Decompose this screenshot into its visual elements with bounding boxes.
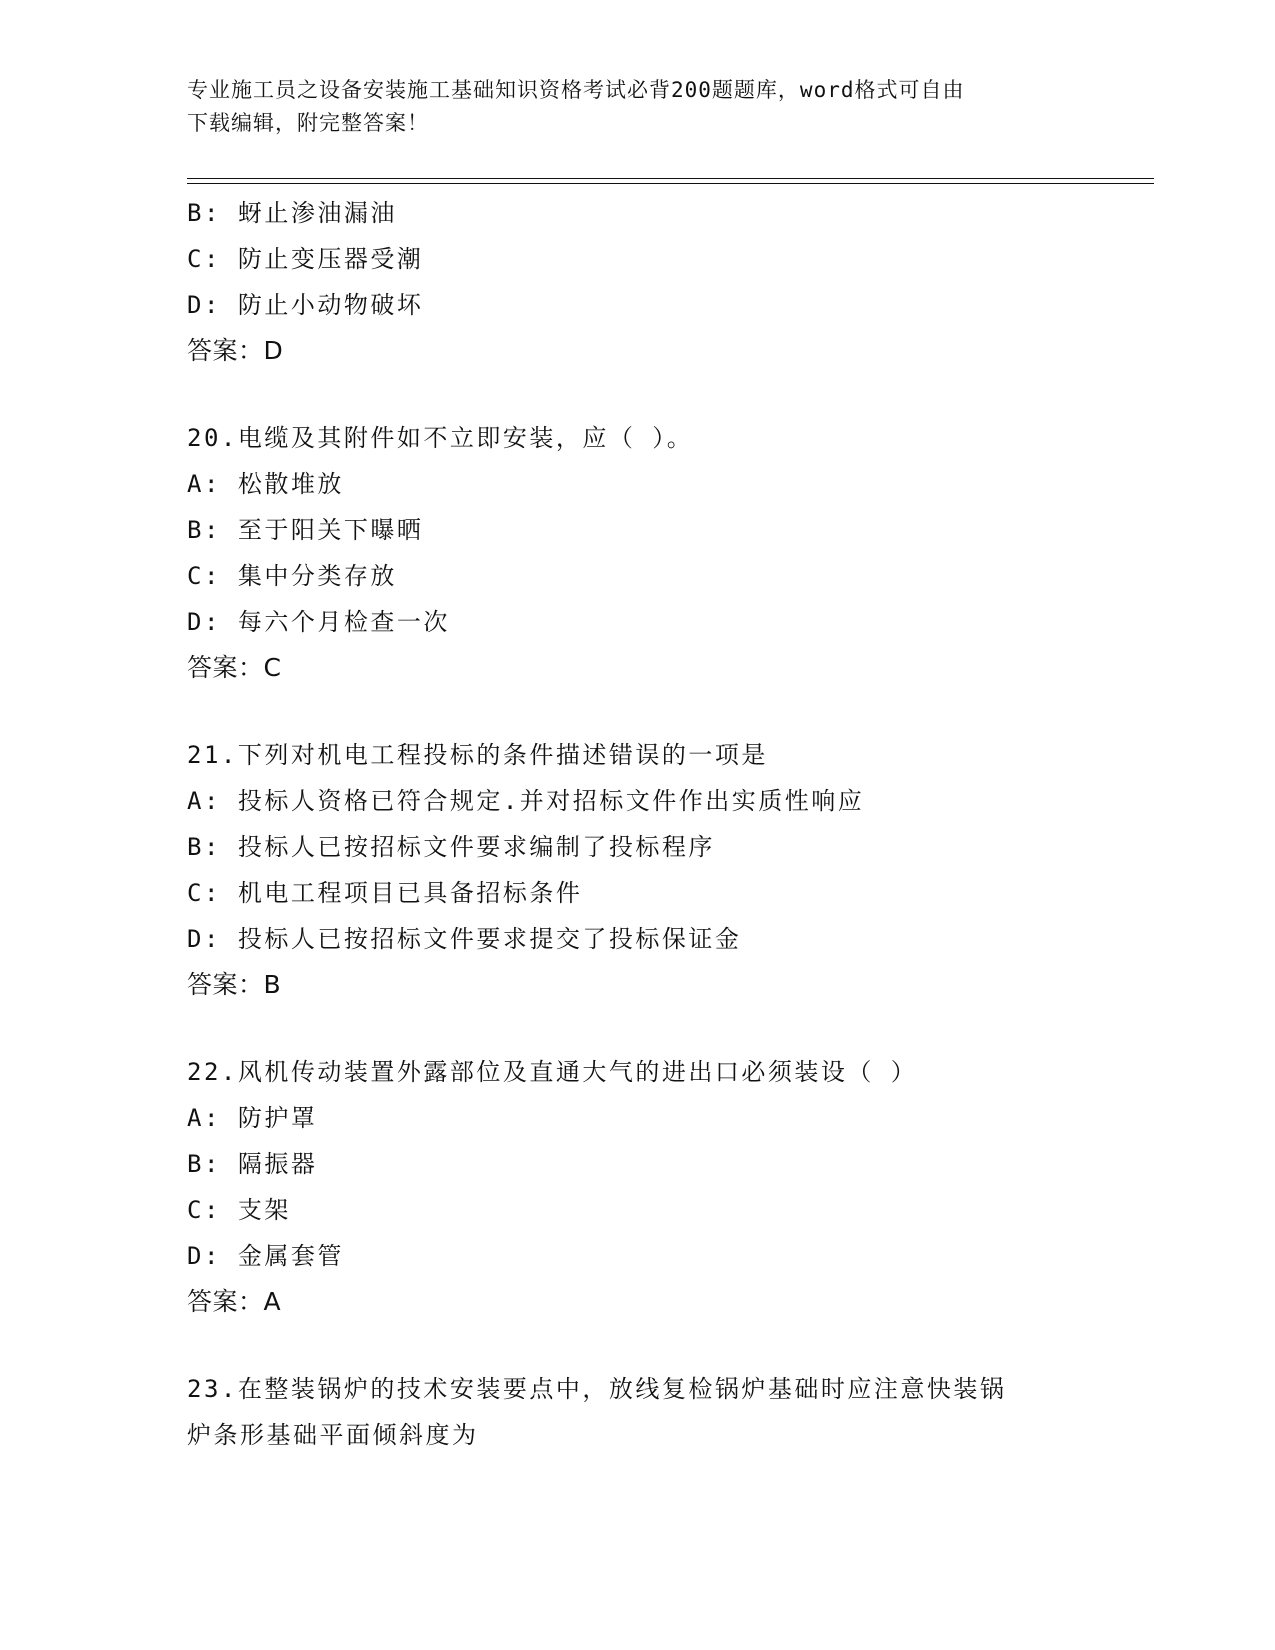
header-line-2: 下载编辑，附完整答案！	[187, 111, 429, 135]
option-c: C: 集中分类存放	[187, 562, 397, 590]
question-text-line-1: 23.在整装锅炉的技术安装要点中，放线复检锅炉基础时应注意快装锅	[187, 1375, 1007, 1403]
question-block-21	[187, 732, 1087, 1008]
question-text: 20.电缆及其附件如不立即安装，应（ ）。	[187, 424, 694, 452]
answer-label: 答案：A	[187, 1287, 282, 1316]
option-d: D: 金属套管	[187, 1242, 344, 1270]
answer-label: 答案：B	[187, 970, 282, 999]
option-d: D: 防止小动物破坏	[187, 291, 424, 319]
option-d: D: 每六个月检查一次	[187, 608, 450, 636]
option-b: B: 隔振器	[187, 1150, 318, 1178]
answer-label: 答案：D	[187, 336, 284, 365]
question-block-23	[187, 1366, 1087, 1458]
option-c: C: 支架	[187, 1196, 291, 1224]
option-a: A: 防护罩	[187, 1104, 318, 1132]
question-text: 22.风机传动装置外露部位及直通大气的进出口必须装设（ ）	[187, 1058, 918, 1086]
question-list	[187, 190, 1087, 1458]
document-header	[187, 74, 1067, 140]
header-rule-bottom	[187, 183, 1154, 184]
option-b: B: 至于阳关下曝晒	[187, 516, 424, 544]
question-block-20	[187, 415, 1087, 691]
option-c: C: 机电工程项目已具备招标条件	[187, 879, 583, 907]
option-d: D: 投标人已按招标文件要求提交了投标保证金	[187, 925, 742, 953]
option-a: A: 松散堆放	[187, 470, 344, 498]
option-a: A: 投标人资格已符合规定.并对招标文件作出实质性响应	[187, 787, 865, 815]
answer-label: 答案：C	[187, 653, 282, 682]
question-block-22	[187, 1049, 1087, 1325]
question-text-line-2: 炉条形基础平面倾斜度为	[187, 1421, 479, 1449]
question-text: 21.下列对机电工程投标的条件描述错误的一项是	[187, 741, 768, 769]
option-b: B: 蚜止渗油漏油	[187, 199, 397, 227]
header-rule-top	[187, 178, 1154, 179]
option-c: C: 防止变压器受潮	[187, 245, 424, 273]
question-block-19	[187, 190, 1087, 374]
header-line-1: 专业施工员之设备安装施工基础知识资格考试必背200题题库，word格式可自由	[187, 78, 965, 102]
option-b: B: 投标人已按招标文件要求编制了投标程序	[187, 833, 715, 861]
